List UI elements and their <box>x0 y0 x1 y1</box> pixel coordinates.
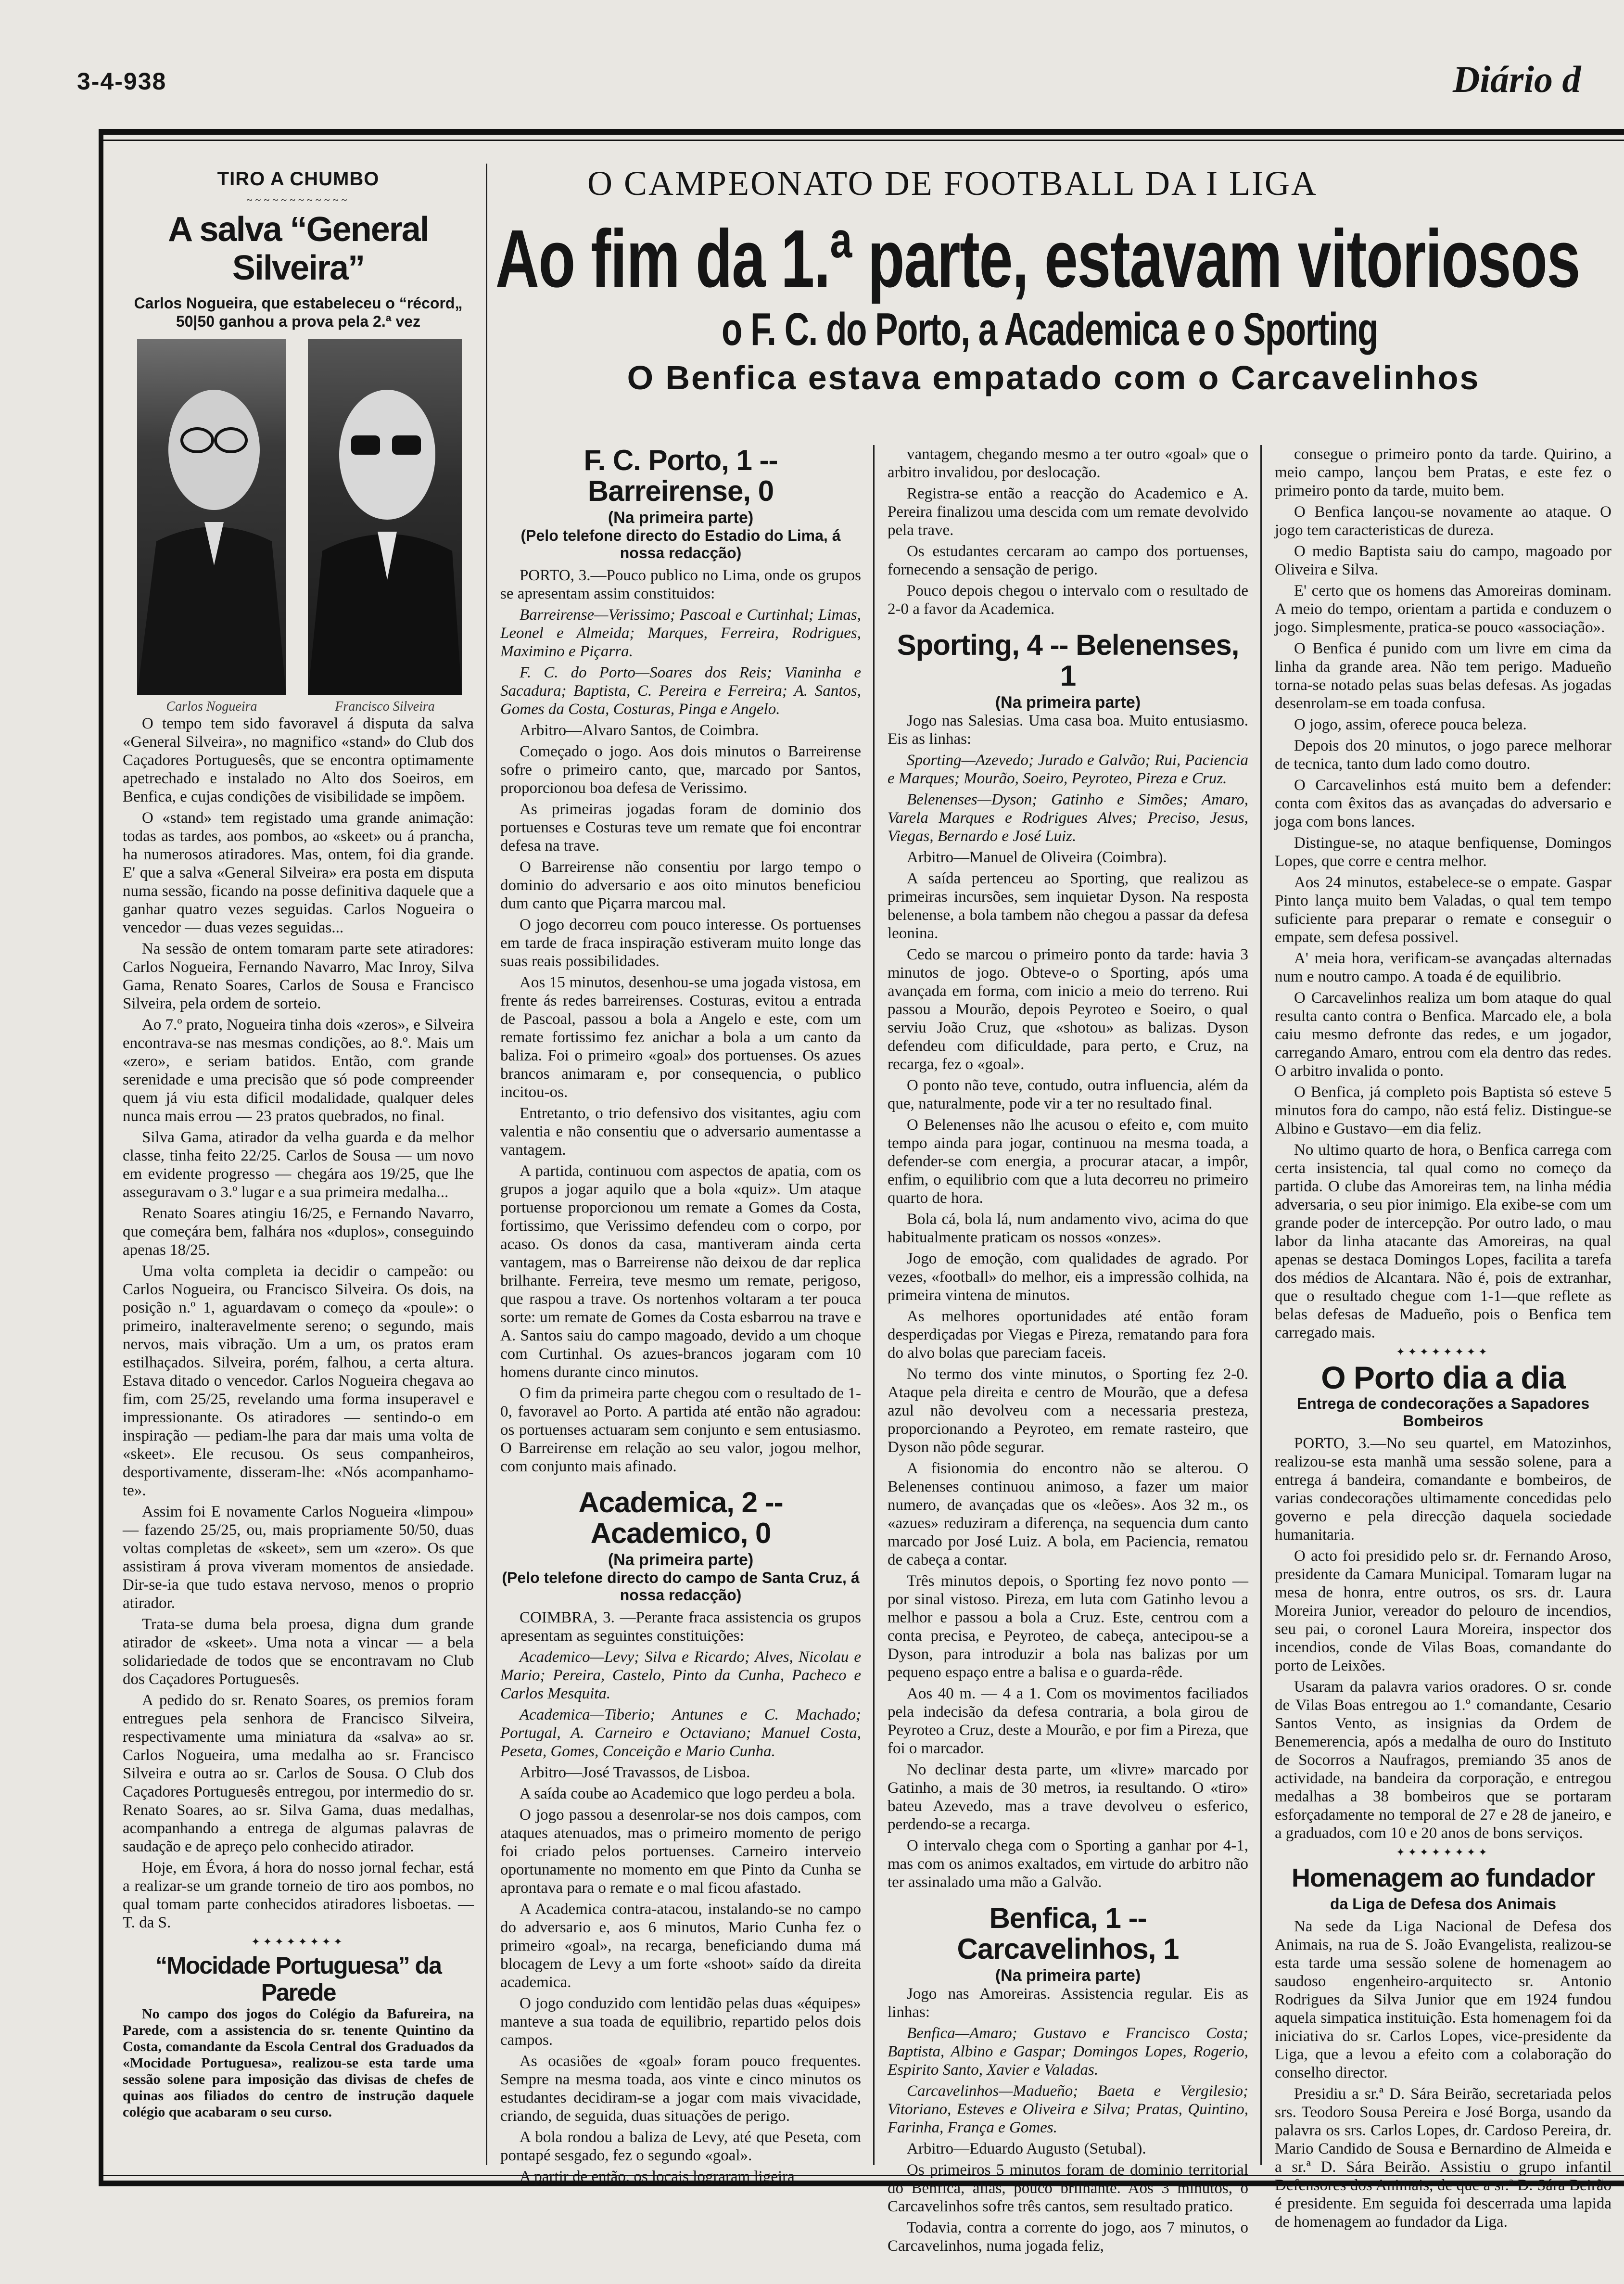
left-border <box>99 129 103 2186</box>
article-subtitle: Carlos Nogueira, que estabeleceu o “récord„ 50|50 ganhou a prova pela 2.ª vez <box>134 294 463 330</box>
lineup: Carcavelinhos—Madueño; Baeta e Vergilesio; Vitoriano, Esteves e Oliveira e Silva; Pratas, Quintino, Farinha, França e Gomes. <box>888 2082 1248 2136</box>
kicker: O CAMPEONATO DE FOOTBALL DA I LIGA <box>587 164 1318 203</box>
paragraph: Começado o jogo. Aos dois minutos o Barreirense sofre o primeiro canto, que, marcado por Santos, proporcionou boa defesa de Verissimo. <box>500 743 861 797</box>
photo-caption: Francisco Silveira <box>335 699 435 714</box>
paragraph: Na sessão de ontem tomaram parte sete atiradores: Carlos Nogueira, Fernando Navarro, Mac Inroy, Silva Gama, Renato Soares, Carlos de Sousa e Francisco Silveira, pela ordem de sorteio. <box>123 940 474 1012</box>
column-divider <box>873 445 875 2165</box>
headline-line2: o F. C. do Porto, a Academica e o Sporting <box>722 304 1378 355</box>
column-divider <box>1260 445 1262 2165</box>
paragraph: A' meia hora, verificam-se avançadas alternadas num e noutro campo. A toada é de equilibrio. <box>1275 950 1611 985</box>
referee: Arbitro—Eduardo Augusto (Setubal). <box>907 2140 1146 2157</box>
article-subtitle: da Liga de Defesa dos Animais <box>1330 1895 1557 1913</box>
paragraph: Uma volta completa ia decidir o campeão: ou Carlos Nogueira, ou Francisco Silveira. Os dois, na posição n.º 1, aguardavam o começo da «poule»: o primeiro, inalteravelmente sereno; o segundo, mais nervos, mais vibração. Um a um, os pratos eram estilhaçados. Silveira, porém, falhou, a certa altura. Estava ditado o vencedor. Carlos Nogueira chegava ao fim, com 25/25, revelando uma forma insuperavel e impressionante. Os atiradores — sentindo-o em inspiração — pediam-lhe para dar mais uma volta de «skeet». Ele recusou. Os seus companheiros, desportivamente, disseram-lhe: «Nós acompanhamo-te». <box>123 1263 474 1499</box>
paragraph: Entretanto, o trio defensivo dos visitantes, agiu com valentia e não consentiu que o adversario aumentasse a vantagem. <box>500 1105 861 1159</box>
paragraph: A bola rondou a baliza de Levy, até que Peseta, com pontapé sesgado, fez o segundo «goal». <box>500 2129 861 2164</box>
paragraph: No ultimo quarto de hora, o Benfica carrega com certa insistencia, tal qual como no começo da partida. O clube das Amoreiras tem, na linha média adversaria, o seu pior inimigo. Ela exibe-se com um grande poder de intercepção. Por outro lado, o mau labor da linha atacante das Amoreiras, na qual apenas se destaca Domingos Lopes, facilita a tarefa dos médios de Alcantara. Não é, pois de extranhar, que o resultado chegue com 1-1—que reflete as belas defesas de Madueño, pois o Benfica tem carregado mais. <box>1275 1141 1611 1341</box>
paragraph: O medio Baptista saiu do campo, magoado por Oliveira e Silva. <box>1275 543 1611 578</box>
paragraph: A partida, continuou com aspectos de apatia, com os grupos a jogar aquilo que a bola «quiz». Um ataque portuense proporcionou um remate a Gomes da Costa, fortissimo, que Verissimo defendeu com o corpo, por acaso. Os donos da casa, mantiveram ainda certa vantagem, mas o Barreirense não deixou de dar replica brilhante. Ferreira, teve mesmo um remate, perigoso, que raspou a trave. Os nortenhos voltaram a ter pouca sorte: um remate de Gomes da Costa esbarrou na trave e A. Santos saiu do campo magoado, devido a um choque com Curtinhal. Os azues-brancos jogaram com 10 homens durante cinco minutos. <box>500 1162 861 1381</box>
paragraph: As melhores oportunidades até então foram desperdiçadas por Viegas e Pireza, rematando para fora do alvo bolas que pareciam faceis. <box>888 1308 1248 1362</box>
referee: Arbitro—Manuel de Oliveira (Coimbra). <box>907 849 1167 866</box>
lineup: Barreirense—Verissimo; Pascoal e Curtinhal; Limas, Leonel e Almeida; Marques, Ferreira, Rodrigues, Maximino e Piçarra. <box>500 606 861 660</box>
match-subheading: (Na primeira parte) <box>608 1551 754 1569</box>
match-source: (Pelo telefone directo do Estadio do Lima, á nossa redacção) <box>520 527 841 561</box>
paragraph: Todavia, contra a corrente do jogo, aos 7 minutos, o Carcavelinhos, numa jogada feliz, <box>888 2219 1248 2255</box>
paragraph: Cedo se marcou o primeiro ponto da tarde: havia 3 minutos de jogo. Obteve-o o Sporting, após uma avançada em forma, com inicio a meio do terreno. Rui passou a Mourão, depois Peyroteo e Soeiro, o qual serviu João Cruz, que «shotou» as balizas. Dyson defendeu com dificuldade, para perto, e Cruz, na recarga, fez o «goal». <box>888 946 1248 1073</box>
article-title: Homenagem ao fundador <box>1291 1863 1595 1892</box>
paragraph: Aos 24 minutos, estabelece-se o empate. Gaspar Pinto lança muito bem Valadas, o qual tem tempo suficiente para preparar o remate e conseguir o empate, sem defesa possivel. <box>1275 874 1611 946</box>
paragraph: O Barreirense não consentiu por largo tempo o dominio do adversario e aos oito minutos beneficiou dum canto que Piçarra marcou mal. <box>500 858 861 912</box>
article-title: “Mocidade Portuguesa” da Parede <box>155 1952 441 2006</box>
paragraph: O jogo decorreu com pouco interesse. Os portuenses em tarde de fraca inspiração estiveram muito longe das suas reais possibilidades. <box>500 916 861 970</box>
paragraph: Usaram da palavra varios oradores. O sr. conde de Vilas Boas entregou ao 1.º comandante, Cesario Santos Vento, as insignias da Ordem de Benemerencia, após a medalha de ouro do Instituto de Socorros a Naufragos, premiando 35 anos de actividade, na bandeira da corporação, e entregou medalhas a 38 bombeiros que se portaram esforçadamente no temporal de 27 e 28 de janeiro, e a graduados, com 10 e 20 anos de bons serviços. <box>1275 1678 1611 1842</box>
paragraph: A Academica contra-atacou, instalando-se no campo do adversario e, aos 6 minutos, Mario Cunha fez o primeiro «goal», na recarga, beneficiando duma má blocagem de Levy a um forte «shoot» saído da direita academica. <box>500 1901 861 1991</box>
paragraph: O jogo conduzido com lentidão pelas duas «équipes» manteve a sua toada de equilibrio, repartido pelos dois campos. <box>500 1995 861 2049</box>
paragraph: O fim da primeira parte chegou com o resultado de 1-0, favoravel ao Porto. A partida até então não agradou: os portuenses actuaram sem conjunto e sem entusiasmo. O Barreirense em relação ao seu valor, jogou melhor, com conjunto mais afinado. <box>500 1385 861 1475</box>
paragraph: Pouco depois chegou o intervalo com o resultado de 2-0 a favor da Academica. <box>888 582 1248 618</box>
paragraph: A fisionomia do encontro não se alterou. O Belenenses continuou animoso, a fazer um maior numero, de avançadas que os «leões». Aos 32 m., os «azues» reduziram a diferença, na sequencia dum canto marcado por José Luiz. A bola, em Paciencia, rematou de cabeça a contar. <box>888 1460 1248 1569</box>
match-heading: Benfica, 1 -- Carcavelinhos, 1 <box>957 1902 1179 1965</box>
article-subtitle: Entrega de condecorações a Sapadores Bombeiros <box>1296 1395 1590 1429</box>
match-column-1 <box>500 445 861 2189</box>
divider: ✦✦✦✦✦✦✦✦ <box>251 1936 345 1948</box>
paragraph: O intervalo chega com o Sporting a ganhar por 4-1, mas com os animos exaltados, em virtude do arbitro não ter assinalado uma mão a Galvão. <box>888 1837 1248 1891</box>
headline: Ao fim da 1.ª parte, estavam vitoriosos <box>495 213 1580 305</box>
portrait-illustration <box>308 339 462 695</box>
paragraph: Presidiu a sr.ª D. Sára Beirão, secretariada pelos srs. Teodoro Sousa Pereira e José Borga, usando da palavra os srs. Carlos Lopes, dr. Cardoso Pereira, dr. Mario Candido de Sousa e Bernardino de Almeida e a sr.ª D. Sára Beirão. Assistiu o grupo infantil Defensores dos Animais, de que a sr.ª D. Sára Beirão é presidente. Em seguida foi descerrada uma lapida de homenagem ao fundador da Liga. <box>1275 2085 1611 2231</box>
paragraph: Registra-se então a reacção do Academico e A. Pereira finalizou uma descida com um remate devolvido pela trave. <box>888 485 1248 539</box>
section-label: TIRO A CHUMBO <box>217 168 380 190</box>
photo-pair <box>123 339 474 715</box>
main-headline-block <box>495 164 1611 398</box>
lineup: Academica—Tiberio; Antunes e C. Machado; Portugal, A. Carneiro e Octaviano; Manuel Costa, Peseta, Gomes, Conceição e Mario Cunha. <box>500 1706 861 1760</box>
issue-date: 3-4-938 <box>77 68 167 95</box>
match-source: (Pelo telefone directo do campo de Santa Cruz, á nossa redacção) <box>502 1569 860 1604</box>
paragraph: O jogo passou a desenrolar-se nos dois campos, com ataques atenuados, mas o primeiro momento de perigo foi criado pelos portuenses. Carneiro interveio oportunamente no momento em que Pinto da Cunha se aprontava para o remate e o mal ficou afastado. <box>500 1806 861 1897</box>
paragraph: PORTO, 3.—No seu quartel, em Matozinhos, realizou-se esta manhã uma sessão solene, para a entrega á bandeira, comandante e bombeiros, de varias condecorações ultimamente concedidas pelo governo e pela direcção daquela sociedade humanitaria. <box>1275 1435 1611 1544</box>
paragraph: O Carcavelinhos realiza um bom ataque do qual resulta canto contra o Benfica. Marcado ele, a bola caiu mesmo defronte das redes, e um jogador, carregando Amaro, entrou com ela dentro das redes. O arbitro invalida o ponto. <box>1275 989 1611 1080</box>
paragraph: Aos 40 m. — 4 a 1. Com os movimentos faciliados pela indecisão da defesa contraria, a bola girou de Peyroteo a Cruz, deste a Mourão, e por fim a Pireza, que foi o marcador. <box>888 1685 1248 1757</box>
news-column <box>1275 445 1611 2234</box>
paragraph: Trata-se duma bela proesa, digna dum grande atirador de «skeet». Uma nota a vincar — a bela solidariedade de todos que se encontravam no Club dos Caçadores Portuguesês. <box>123 1616 474 1688</box>
paragraph: Assim foi E novamente Carlos Nogueira «limpou» — fazendo 25/25, ou, mais propriamente 50/50, duas voltas completas de «skeet», sem um «zero». Os que assistiram á prova viveram momentos de ansiedade. Dir-se-ia que tudo estava nervoso, menos o proprio atirador. <box>123 1503 474 1612</box>
paragraph: O Carcavelinhos está muito bem a defender: conta com êxitos das as avançadas do adversario e joga com bons lances. <box>1275 777 1611 830</box>
paragraph: Jogo nas Amoreiras. Assistencia regular. Eis as linhas: <box>888 1985 1248 2021</box>
lineup: Benfica—Amaro; Gustavo e Francisco Costa; Baptista, Albino e Gaspar; Domingos Lopes, Rogerio, Espirito Santo, Xavier e Valadas. <box>888 2025 1248 2079</box>
paragraph: COIMBRA, 3. —Perante fraca assistencia os grupos apresentam as seguintes constituições: <box>500 1609 861 1645</box>
paragraph: Hoje, em Évora, á hora do nosso jornal fechar, está a realizar-se um grande torneio de tiro aos pombos, no qual tomam parte conhecidos atiradores lisboetas. — T. da S. <box>123 1859 474 1931</box>
paragraph: Distingue-se, no ataque benfiquense, Domingos Lopes, que corre e centra melhor. <box>1275 834 1611 870</box>
paragraph: No termo dos vinte minutos, o Sporting fez 2-0. Ataque pela direita e centro de Mourão, que a defesa azul não devolveu com a necessaria presteza, proporcionando a Peyroteo, em remate rasteiro, que Dyson não pôde segurar. <box>888 1365 1248 1456</box>
paragraph: Bola cá, bola lá, num andamento vivo, acima do que habitualmente praticam os nossos «onzes». <box>888 1211 1248 1246</box>
column-divider <box>486 164 487 2165</box>
match-heading: Academica, 2 -- Academico, 0 <box>578 1486 783 1549</box>
top-rule-thin <box>99 140 1624 141</box>
match-subheading: (Na primeira parte) <box>995 693 1141 712</box>
paragraph: Três minutos depois, o Sporting fez novo ponto — por sinal vistoso. Pireza, em luta com Gatinho levou a melhor e passou a bola a Cruz. Este, centrou com a conta precisa, e Peyroteo, de cabeça, antecipou-se a Dyson, para introduzir a bola nas balizas por um pequeno espaço entre a balisa e o guarda-rêde. <box>888 1572 1248 1681</box>
paragraph: A saída pertenceu ao Sporting, que realizou as primeiras incursões, sem inquietar Dyson. Na resposta belenense, a bola tambem não chegou a passar da defesa leonina. <box>888 870 1248 942</box>
paragraph: Silva Gama, atirador da velha guarda e da melhor classe, tinha feito 22/25. Carlos de Sousa — um novo em evidente progresso — chegára aos 19/25, que lhe asseguravam o 3.º lugar e a sua primeira medalha... <box>123 1129 474 1201</box>
paragraph: Renato Soares atingiu 16/25, e Fernando Navarro, que começára bem, falhára nos «duplos», conseguindo apenas 18/25. <box>123 1205 474 1259</box>
paragraph: Depois dos 20 minutos, o jogo parece melhorar de tecnica, tanto dum lado como doutro. <box>1275 737 1611 773</box>
paragraph: Jogo de emoção, com qualidades de agrado. Por vezes, «football» do melhor, eis a impressão colhida, na primeira vintena de minutos. <box>888 1250 1248 1304</box>
match-heading: Sporting, 4 -- Belenenses, 1 <box>897 629 1239 692</box>
paragraph: vantagem, chegando mesmo a ter outro «goal» que o arbitro invalidou, por deslocação. <box>888 446 1248 481</box>
paragraph: O Belenenses não lhe acusou o efeito e, com muito tempo ainda para jogar, continuou na mesma toada, a defender-se com energia, a procurar atacar, a impôr, enfim, o equilibrio com que a luta decorreu no primeiro quarto de hora. <box>888 1116 1248 1207</box>
paragraph: No declinar desta parte, um «livre» marcado por Gatinho, a mais de 30 metros, ia resultando. O «tiro» bateu Azevedo, mas a trave devolveu o esferico, perdendo-se a recarga. <box>888 1761 1248 1833</box>
portrait-illustration <box>137 339 286 695</box>
paragraph: Ao 7.º prato, Nogueira tinha dois «zeros», e Silveira encontrava-se nas mesmas condições, ao 8.º. Mais um «zero», e seriam batidos. Então, com grande serenidade e uma precisão que só pode compreender quem já viu esta dificil modalidade, qualquer deles nunca mais errou — 23 pratos quebrados, no final. <box>123 1016 474 1125</box>
top-rule <box>99 129 1624 135</box>
newspaper-masthead: Diário d <box>1453 58 1581 100</box>
paragraph: O tempo tem sido favoravel á disputa da salva «General Silveira», no magnifico «stand» do Club dos Caçadores Portuguesês, que se encontra optimamente apetrechado e instalado no Alto dos Soeiros, em Benfica, e cujas condições de visibilidade se impõem. <box>123 715 474 805</box>
divider: ✦✦✦✦✦✦✦✦ <box>1396 1846 1490 1858</box>
match-subheading: (Na primeira parte) <box>608 509 754 527</box>
match-column-2 <box>888 445 1248 2258</box>
article-title: A salva “General Silveira” <box>168 210 429 287</box>
paragraph: O jogo, assim, oferece pouca beleza. <box>1294 716 1527 733</box>
referee: Arbitro—José Travassos, de Lisboa. <box>520 1764 750 1781</box>
portrait-photo <box>308 339 462 695</box>
paragraph: A partir de então, os locais lograram ligeira <box>520 2168 795 2185</box>
paragraph: PORTO, 3.—Pouco publico no Lima, onde os grupos se apresentam assim constituidos: <box>500 567 861 602</box>
lineup: Academico—Levy; Silva e Ricardo; Alves, Nicolau e Mario; Pereira, Castelo, Pinto da Cunha, Pacheco e Carlos Mesquita. <box>500 1648 861 1702</box>
lineup: Sporting—Azevedo; Jurado e Galvão; Rui, Paciencia e Marques; Mourão, Soeiro, Peyroteo, Pireza e Cruz. <box>888 752 1248 787</box>
paragraph: Os primeiros 5 minutos foram de dominio territorial do Benfica, aliás, pouco brilhante. Aos 3 minutos, o Carcavelinhos sofre três cantos, sem resultado pratico. <box>888 2161 1248 2215</box>
article-title: O Porto dia a dia <box>1321 1360 1565 1395</box>
divider: ✦✦✦✦✦✦✦✦ <box>1396 1346 1490 1358</box>
headline-line3: O Benfica estava empatado com o Carcavelinhos <box>627 359 1480 396</box>
paragraph: O acto foi presidido pelo sr. dr. Fernando Aroso, presidente da Camara Municipal. Tomaram lugar na mesa de honra, entre outros, os srs. dr. Laura Moreira Junior, vereador do pelouro de incendios, seu pai, o coronel Laura Moreira, inspector dos incendios, conde de Vilas Boas, comandante do porto de Leixões. <box>1275 1547 1611 1674</box>
paragraph: A pedido do sr. Renato Soares, os premios foram entregues pela senhora de Francisco Silveira, respectivamente uma miniatura da «salva» ao sr. Carlos Nogueira, uma medalha ao sr. Francisco Silveira e outra ao sr. Carlos de Sousa. O Club dos Caçadores Portuguesês entregou, por intermedio do sr. Renato Soares, ao sr. Silva Gama, duas medalhas, acompanhando a entrega de algumas palavras de saudação e de apreço pelo conhecido atirador. <box>123 1692 474 1855</box>
paragraph: As primeiras jogadas foram de dominio dos portuenses e Costuras teve um remate que foi encontrar defesa na trave. <box>500 801 861 855</box>
paragraph: As ocasiões de «goal» foram pouco frequentes. Sempre na mesma toada, aos vinte e cinco minutos os estudantes decidiram-se a jogar com mais vivacidade, criando, de seguida, duas situações de perigo. <box>500 2053 861 2125</box>
paragraph: consegue o primeiro ponto da tarde. Quirino, a meio campo, lançou bem Pratas, e este fez o primeiro ponto da tarde, muito bem. <box>1275 446 1611 499</box>
match-subheading: (Na primeira parte) <box>995 1966 1141 1985</box>
lineup: Belenenses—Dyson; Gatinho e Simões; Amaro, Varela Marques e Rodrigues Alves; Preciso, Jesus, Viegas, Bernardo e José Luiz. <box>888 791 1248 845</box>
divider: ~~~~~~~~~~~~ <box>246 194 350 206</box>
paragraph: No campo dos jogos do Colégio da Bafureira, na Parede, com a assistencia do sr. tenente Quintino da Costa, comandante da Escola Central dos Graduados da «Mocidade Portuguesa», realizou-se esta tarde uma sessão solene para imposição das divisas de chefes de quinas aos filiados do centro de instrução daquele colégio que acabaram o seu curso. <box>123 2006 474 2120</box>
paragraph: O Benfica, já completo pois Baptista só esteve 5 minutos fora do campo, não está feliz. Distingue-se Albino e Gustavo—em dia feliz. <box>1275 1084 1611 1137</box>
match-heading: F. C. Porto, 1 -- Barreirense, 0 <box>584 444 778 507</box>
left-column <box>123 168 474 2123</box>
paragraph: Os estudantes cercaram ao campo dos portuenses, fornecendo a sensação de perigo. <box>888 543 1248 578</box>
paragraph: A saída coube ao Academico que logo perdeu a bola. <box>520 1785 856 1802</box>
paragraph: O Benfica lançou-se novamente ao ataque. O jogo tem caracteristicas de dureza. <box>1275 503 1611 539</box>
referee: Arbitro—Alvaro Santos, de Coimbra. <box>520 722 759 739</box>
paragraph: O ponto não teve, contudo, outra influencia, além da que, naturalmente, pode vir a ter no resultado final. <box>888 1077 1248 1112</box>
lineup: F. C. do Porto—Soares dos Reis; Vianinha e Sacadura; Baptista, C. Pereira e Ferreira; A. Santos, Gomes da Costa, Costuras, Pinga e Angelo. <box>500 664 861 718</box>
paragraph: O Benfica é punido com um livre em cima da linha da grande area. Não tem perigo. Madueño torna-se notado pelas suas belas defesas. As jogadas desenrolam-se em toada confusa. <box>1275 640 1611 712</box>
paragraph: Na sede da Liga Nacional de Defesa dos Animais, na rua de S. João Evangelista, realizou-se esta tarde uma sessão solene de homenagem ao saudoso engenheiro-arquitecto sr. Antonio Rodrigues da Silva Junior que em 1924 fundou aquela simpatica instituição. Esta homenagem foi da iniciativa do sr. Carlos Lopes, vice-presidente da Liga, que a levou a efeito com a colaboração do conselho director. <box>1275 1918 1611 2081</box>
portrait-photo <box>137 339 286 695</box>
paragraph: Jogo nas Salesias. Uma casa boa. Muito entusiasmo. Eis as linhas: <box>888 712 1248 748</box>
photo-caption: Carlos Nogueira <box>166 699 257 714</box>
paragraph: O «stand» tem registado uma grande animação: todas as tardes, aos pombos, ao «skeet» ou á prancha, ha numerosos atiradores. Mas, ontem, foi dia grande. E' que a salva «General Silveira» era posta em disputa numa sessão, ficando na posse definitiva daquele que a ganhar quatro vezes seguidas. Carlos Nogueira o vencedor — duas vezes seguidas... <box>123 809 474 936</box>
paragraph: E' certo que os homens das Amoreiras dominam. A meio do tempo, orientam a partida e conduzem o jogo. Simplesmente, pratica-se pouco «associação». <box>1275 582 1611 636</box>
paragraph: Aos 15 minutos, desenhou-se uma jogada vistosa, em frente ás redes barreirenses. Costuras, evitou a entrada de Pascoal, passou a bola a Angelo e este, com um remate fortissimo fez anichar a bola a um canto da baliza. Foi o primeiro «goal» dos portuenses. Os azues brancos animaram e, por consequencia, o publico incitou-os. <box>500 974 861 1101</box>
